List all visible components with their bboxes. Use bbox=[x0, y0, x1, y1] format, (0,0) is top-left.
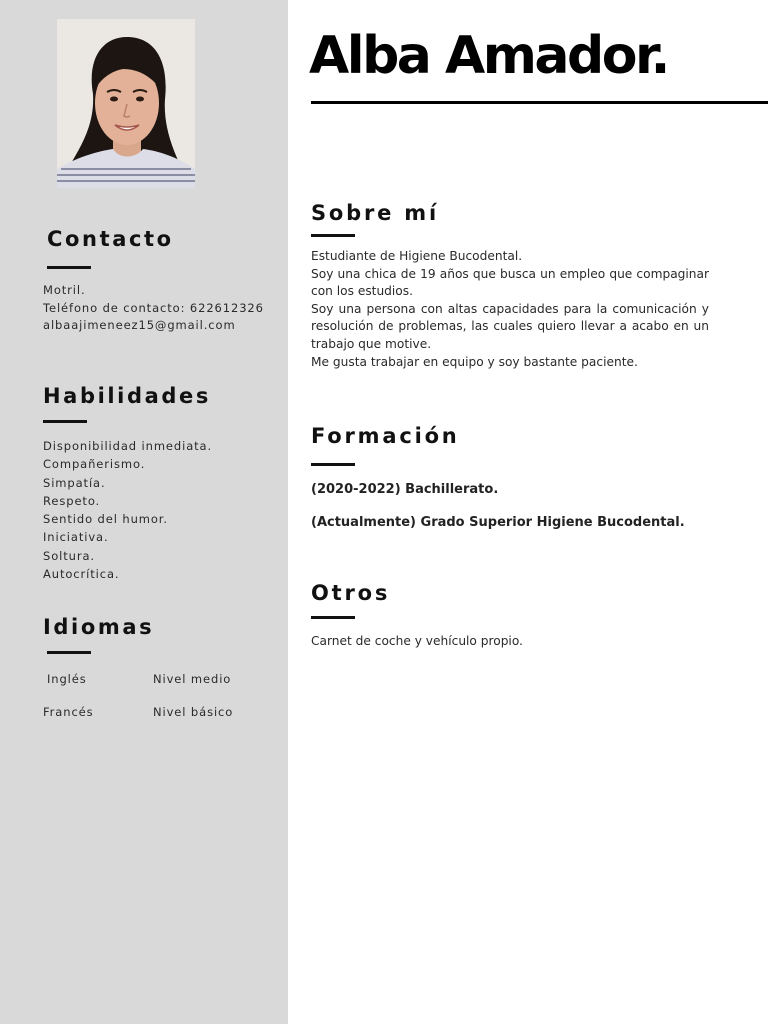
languages-heading: Idiomas bbox=[43, 615, 155, 639]
skills-heading: Habilidades bbox=[43, 384, 211, 408]
education-heading: Formación bbox=[311, 424, 460, 448]
skill-item: Sentido del humor. bbox=[43, 512, 168, 527]
about-paragraph: Me gusta trabajar en equipo y soy bastante paciente. bbox=[311, 354, 638, 369]
language-name: Inglés bbox=[47, 672, 87, 686]
profile-photo bbox=[57, 19, 195, 188]
education-item: (Actualmente) Grado Superior Higiene Bucodental. bbox=[311, 515, 685, 530]
skill-item: Iniciativa. bbox=[43, 530, 109, 545]
about-paragraph: Soy una persona con altas capacidades para la comunicación y resolución de problemas, las cuales quiero llevar a acabo en un trabajo que motive. bbox=[311, 301, 709, 351]
about-heading: Sobre mí bbox=[311, 201, 439, 225]
skill-item: Disponibilidad inmediata. bbox=[43, 439, 213, 453]
other-heading-rule bbox=[311, 616, 355, 619]
skills-heading-rule bbox=[43, 420, 87, 423]
about-paragraph: Estudiante de Higiene Bucodental. bbox=[311, 249, 523, 263]
contact-heading: Contacto bbox=[47, 227, 174, 251]
language-level: Nivel básico bbox=[153, 705, 234, 719]
candidate-name: Alba Amador. bbox=[309, 26, 668, 86]
contact-city: Motril. bbox=[43, 283, 86, 297]
skill-item: Soltura. bbox=[43, 548, 95, 563]
about-heading-rule bbox=[311, 234, 355, 237]
contact-email: albaajimeneez15@gmail.com bbox=[43, 318, 236, 332]
skill-item: Simpatía. bbox=[43, 475, 106, 490]
language-level: Nivel medio bbox=[153, 672, 232, 686]
contact-phone: Teléfono de contacto: 622612326 bbox=[43, 301, 264, 315]
name-rule bbox=[311, 101, 768, 104]
education-heading-rule bbox=[311, 463, 355, 466]
skill-item: Compañerismo. bbox=[43, 457, 146, 472]
other-text: Carnet de coche y vehículo propio. bbox=[311, 634, 523, 648]
about-text bbox=[311, 248, 709, 371]
education-item: (2020-2022) Bachillerato. bbox=[311, 482, 499, 497]
about-paragraph: Soy una chica de 19 años que busca un empleo que compaginar con los estudios. bbox=[311, 266, 709, 299]
sidebar bbox=[0, 0, 288, 1024]
skills-list bbox=[43, 437, 212, 583]
skill-item: Autocrítica. bbox=[43, 567, 120, 582]
language-name: Francés bbox=[43, 705, 94, 719]
skill-item: Respeto. bbox=[43, 493, 101, 508]
other-heading: Otros bbox=[311, 581, 391, 605]
contact-heading-rule bbox=[47, 266, 91, 269]
languages-heading-rule bbox=[47, 651, 91, 654]
